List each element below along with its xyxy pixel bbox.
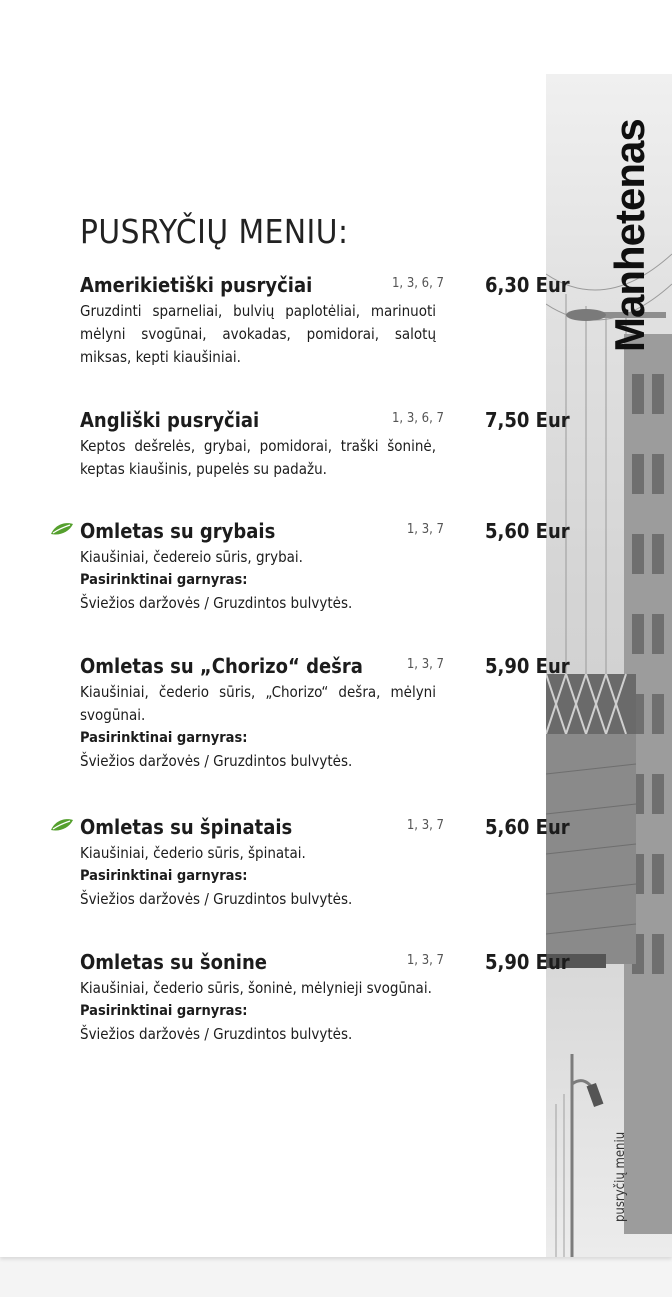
menu-item (80, 407, 570, 481)
menu-item (80, 518, 570, 615)
menu-item (80, 814, 570, 911)
item-name: Amerikietiški pusryčiai (80, 273, 313, 297)
item-name: Omletas su špinatais (80, 815, 293, 839)
item-price: 5,90 Eur (485, 950, 570, 974)
garnish-label: Pasirinktinai garnyras: (80, 730, 248, 746)
item-price: 6,30 Eur (485, 273, 570, 297)
item-allergens: 1, 3, 6, 7 (391, 276, 444, 291)
item-description: Kiaušiniai, čedereio sūris, grybai. (80, 548, 303, 566)
item-price: 5,60 Eur (485, 815, 570, 839)
garnish-options: Šviežios daržovės / Gruzdintos bulvytės. (80, 1025, 353, 1043)
brand-logo: Manhetenas (606, 119, 653, 352)
item-description: Kiaušiniai, čederio sūris, špinatai. (80, 844, 306, 862)
garnish-options: Šviežios daržovės / Gruzdintos bulvytės. (80, 752, 353, 770)
garnish-options: Šviežios daržovės / Gruzdintos bulvytės. (80, 890, 353, 908)
menu-title: PUSRYČIŲ MENIU: (80, 212, 349, 252)
item-allergens: 1, 3, 6, 7 (391, 411, 444, 426)
item-allergens: 1, 3, 7 (406, 818, 444, 833)
item-name: Angliški pusryčiai (80, 408, 260, 432)
item-price: 7,50 Eur (485, 408, 570, 432)
item-price: 5,90 Eur (485, 654, 570, 678)
item-allergens: 1, 3, 7 (406, 657, 444, 672)
garnish-label: Pasirinktinai garnyras: (80, 1003, 248, 1019)
menu-item (80, 272, 570, 369)
item-description: Kiaušiniai, čederio sūris, „Chorizo“ dešra, mėlyni svogūnai. (80, 683, 436, 724)
item-description: Keptos dešrelės, grybai, pomidorai, traški šoninė, keptas kiaušinis, pupelės su padažu. (80, 437, 436, 478)
garnish-options: Šviežios daržovės / Gruzdintos bulvytės. (80, 594, 353, 612)
item-name: Omletas su „Chorizo“ dešra (80, 654, 363, 678)
side-label: pusryčių meniu (613, 1131, 628, 1222)
menu-item (80, 949, 570, 1046)
item-description: Kiaušiniai, čederio sūris, šoninė, mėlynieji svogūnai. (80, 979, 432, 997)
item-name: Omletas su šonine (80, 950, 267, 974)
menu-item (80, 653, 570, 773)
item-description: Gruzdinti sparneliai, bulvių paplotėliai, marinuoti mėlyni svogūnai, avokadas, pomidorai, salotų miksas, kepti kiaušiniai. (80, 302, 436, 366)
vegetarian-leaf-icon (50, 522, 74, 536)
garnish-label: Pasirinktinai garnyras: (80, 868, 248, 884)
item-allergens: 1, 3, 7 (406, 522, 444, 537)
item-name: Omletas su grybais (80, 519, 276, 543)
item-price: 5,60 Eur (485, 519, 570, 543)
garnish-label: Pasirinktinai garnyras: (80, 572, 248, 588)
item-allergens: 1, 3, 7 (406, 953, 444, 968)
vegetarian-leaf-icon (50, 818, 74, 832)
